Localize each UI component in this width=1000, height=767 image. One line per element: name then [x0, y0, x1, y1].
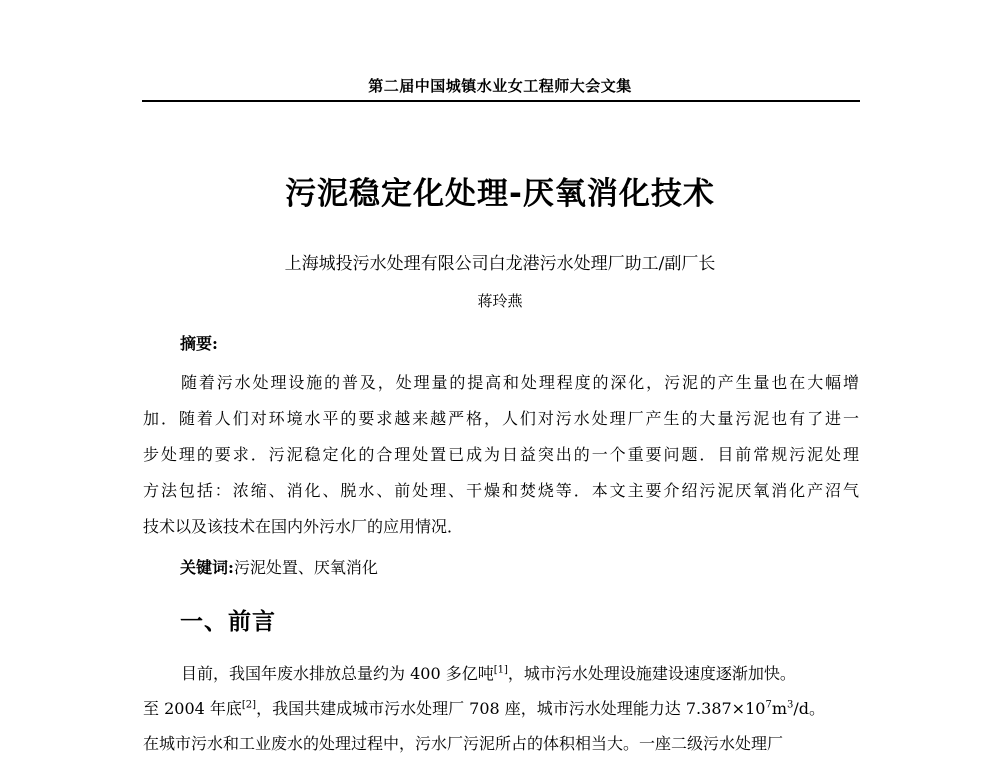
body-text: ，我国共建成城市污水处理厂 708 座，城市污水处理能力达 7.387×10 — [256, 699, 766, 718]
citation-ref: [1] — [493, 664, 508, 676]
unit-text: m — [771, 699, 787, 718]
body-line — [143, 697, 859, 732]
abstract-line: 步处理的要求．污泥稳定化的合理处置已成为日益突出的一个重要问题．目前常规污泥处理 — [143, 445, 859, 464]
keywords-value: 污泥处置、厌氧消化 — [233, 558, 378, 577]
body-text: 至 2004 年底 — [143, 699, 242, 718]
abstract-body — [143, 371, 859, 551]
exponent: 3 — [787, 699, 794, 711]
unit-text: /d。 — [793, 699, 826, 718]
body-line: 在城市污水和工业废水的处理过程中，污水厂污泥所占的体积相当大。一座二级污水处理厂 — [143, 734, 784, 753]
abstract-line: 方法包括：浓缩、消化、脱水、前处理、干燥和焚烧等．本文主要介绍污泥厌氧消化产沼气 — [143, 481, 859, 500]
author-affiliation: 上海城投污水处理有限公司白龙港污水处理厂助工/副厂长 — [284, 254, 716, 274]
author-name: 蒋玲燕 — [477, 292, 523, 310]
abstract-line: 加．随着人们对环境水平的要求越来越严格，人们对污水处理厂产生的大量污泥也有了进一 — [143, 409, 859, 428]
keywords-label: 关键词: — [180, 558, 234, 577]
abstract-line: 随着污水处理设施的普及，处理量的提高和处理程度的深化，污泥的产生量也在大幅增 — [181, 373, 859, 392]
body-text: 目前，我国年废水排放总量约为 400 多亿吨 — [181, 664, 494, 683]
header-rule — [142, 100, 860, 102]
section-body — [143, 662, 859, 767]
body-line — [143, 662, 859, 697]
paper-title: 污泥稳定化处理-厌氧消化技术 — [285, 176, 715, 212]
exponent: 7 — [765, 699, 772, 711]
running-head: 第二届中国城镇水业女工程师大会文集 — [368, 77, 632, 95]
keywords — [180, 555, 378, 578]
abstract-line: 技术以及该技术在国内外污水厂的应用情况． — [143, 517, 464, 536]
section-heading: 一、前言 — [180, 609, 276, 635]
abstract-label: 摘要: — [180, 334, 218, 353]
citation-ref: [2] — [241, 699, 257, 711]
body-text: ，城市污水处理设施建设速度逐渐加快。 — [507, 664, 796, 683]
